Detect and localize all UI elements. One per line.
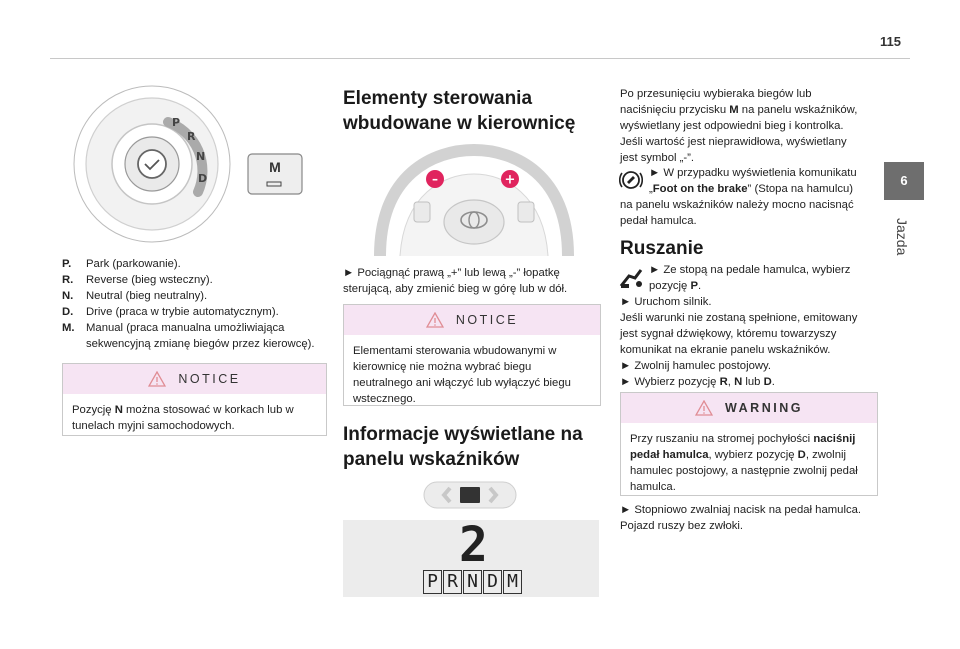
starting-steps: ► Ze stopą na pedale hamulca, wybierz pozycję P. ► Uruchom silnik. Jeśli warunki nie zostaną spełnione, emitowany jest sygnał dźwiękowy, któremu towarzyszy komunikat na ekranie panelu wskaźników. ► Zwolnij hamulec postojowy. ► Wybierz pozycję R, N lub D. [620,264,858,388]
paddle-plus: + [504,172,516,188]
instrument-cluster-icon [420,478,520,514]
steering-wheel-icon [374,144,574,256]
chapter-tab[interactable]: 6 [884,162,924,200]
notice-title: NOTICE [178,372,241,386]
steering-wheel-illustration [374,144,574,256]
def-row-r: R. Reverse (bieg wsteczny). [62,274,213,286]
notice-box-neutral [62,363,327,436]
chapter-label: Jazda [894,218,910,256]
notice-title: NOTICE [455,313,519,327]
gear-letter-row [423,570,522,594]
section-heading-starting: Ruszanie [620,238,704,259]
gear-definitions [62,256,332,352]
display-letter-n: N [463,570,482,594]
selector-letter-n: N [196,150,206,163]
notice-header [344,305,600,335]
display-letter-r: R [443,570,462,594]
def-row-d: D. Drive (praca w trybie automatycznym). [62,306,279,318]
header-divider [50,58,910,59]
warning-triangle-icon [148,371,166,387]
warning-triangle-icon [426,312,444,328]
warning-box-hill-start [620,392,878,496]
m-button-label: M [269,159,281,175]
warning-triangle-icon [695,400,713,416]
notice-body: Pozycję N można stosować w korkach lub w tunelach myjni samochodowych. [72,404,294,432]
warning-title: WARNING [725,401,803,415]
selector-letter-d: D [198,172,208,185]
selector-letter-r: R [187,130,196,143]
paddle-minus: – [432,172,438,186]
notice-box-steering [343,304,601,406]
gear-display-panel [343,517,599,597]
def-row-m: M. Manual (praca manualna umożliwiająca sekwencyjną zmianę biegów przez kierowcę). [62,322,315,350]
display-info-paragraph: Po przesunięciu wybieraka biegów lub naciśnięciu przycisku M na panelu wskaźników, wyświetlany jest odpowiedni bieg i kontrolka. Jeśli wartość jest nieprawidłowa, wyświetlany jest symbol „-”. [620,88,858,164]
display-letter-p: P [423,570,442,594]
gear-selector-icon [72,82,320,248]
selector-letter-p: P [172,116,181,129]
warning-header [621,393,877,423]
warning-body: Przy ruszaniu na stromej pochyłości naciśnij pedał hamulca, wybierz pozycję D, zwolnij hamulec postojowy, a następnie zwolnij pedał hamulca. [630,433,858,493]
section-heading-display-info: Informacje wyświetlane na panelu wskaźników [343,424,583,470]
final-steps: ► Stopniowo zwalniaj nacisk na pedał hamulca. Pojazd ruszy bez zwłoki. [620,504,862,532]
paddle-instruction: ► Pociągnąć prawą „+” lub lewą „-” łopatkę sterującą, aby zmienić bieg w górę lub w dół. [343,267,568,295]
page-number: 115 [880,34,901,49]
def-row-n: N. Neutral (bieg neutralny). [62,290,208,302]
foot-on-brake-paragraph: ► W przypadku wyświetlenia komunikatu „Foot on the brake” (Stopa na hamulcu) na panelu wskaźników należy mocno nacisnąć pedał hamulca. [620,167,857,227]
display-letter-d: D [483,570,502,594]
notice-body: Elementami sterowania wbudowanymi w kierownicę nie można wybrać biegu neutralnego ani włączyć lub wyłączyć biegu wstecznego. [353,345,571,405]
instrument-panel-icon-area [420,478,520,514]
section-heading-steering-controls: Elementy sterowania wbudowane w kierownicę [343,88,576,134]
notice-header [63,364,326,394]
display-letter-m: M [503,570,522,594]
gear-selector-illustration [72,82,320,248]
current-gear-digit: 2 [459,517,488,573]
def-row-p: P. Park (parkowanie). [62,258,181,270]
